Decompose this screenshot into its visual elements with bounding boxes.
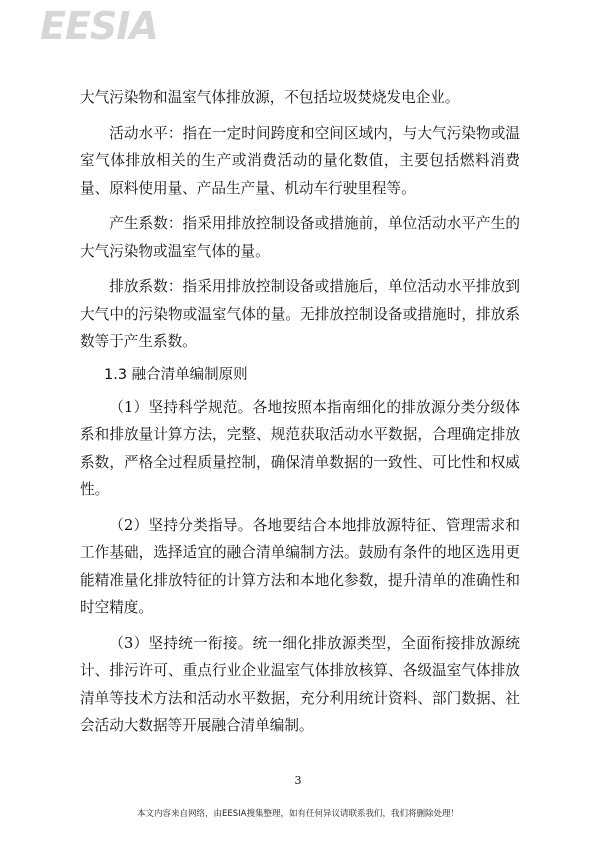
paragraph-principle-3: （3）坚持统一衔接。统一细化排放源类型，全面衔接排放源统计、排污许可、重点行业企业温室气体排放核算、各级温室气体排放清单等技术方法和活动水平数据，充分利用统计资料、部门数据、社会活动大数据等开展融合清单编制。 bbox=[80, 634, 520, 734]
paragraph-emission-factor: 排放系数：指采用排放控制设备或措施后，单位活动水平排放到大气中的污染物或温室气体的量。无排放控制设备或措施时，排放系数等于产生系数。 bbox=[80, 278, 520, 350]
footer-disclaimer: 本文内容来自网络，由EESIA搜集整理，如有任何异议请联系我们，我们将删除处理！ bbox=[137, 809, 459, 819]
paragraph-principle-1: （1）坚持科学规范。各地按照本指南细化的排放源分类分级体系和排放量计算方法，完整、规范获取活动水平数据，合理确定排放系数，严格全过程质量控制，确保清单数据的一致性、可比性和权威性。 bbox=[80, 398, 520, 498]
paragraph-activity-level: 活动水平：指在一定时间跨度和空间区域内，与大气污染物或温室气体排放相关的生产或消费活动的量化数值，主要包括燃料消费量、原料使用量、产品生产量、机动车行驶里程等。 bbox=[80, 124, 520, 197]
paragraph-generation-factor: 产生系数：指采用排放控制设备或措施前，单位活动水平产生的大气污染物或温室气体的量。 bbox=[80, 215, 520, 260]
paragraph-principle-2: （2）坚持分类指导。各地要结合本地排放源特征、管理需求和工作基础，选择适宜的融合清单编制方法。鼓励有条件的地区选用更能精准量化排放特征的计算方法和本地化参数，提升清单的准确性和时空精度。 bbox=[80, 516, 520, 616]
eesia-watermark-logo: EESIA bbox=[40, 4, 158, 48]
section-heading: 1.3 融合清单编制原则 bbox=[104, 366, 248, 383]
document-body bbox=[80, 84, 520, 748]
page-number: 3 bbox=[294, 774, 302, 787]
paragraph-continuation: 大气污染物和温室气体排放源，不包括垃圾焚烧发电企业。 bbox=[80, 89, 460, 106]
